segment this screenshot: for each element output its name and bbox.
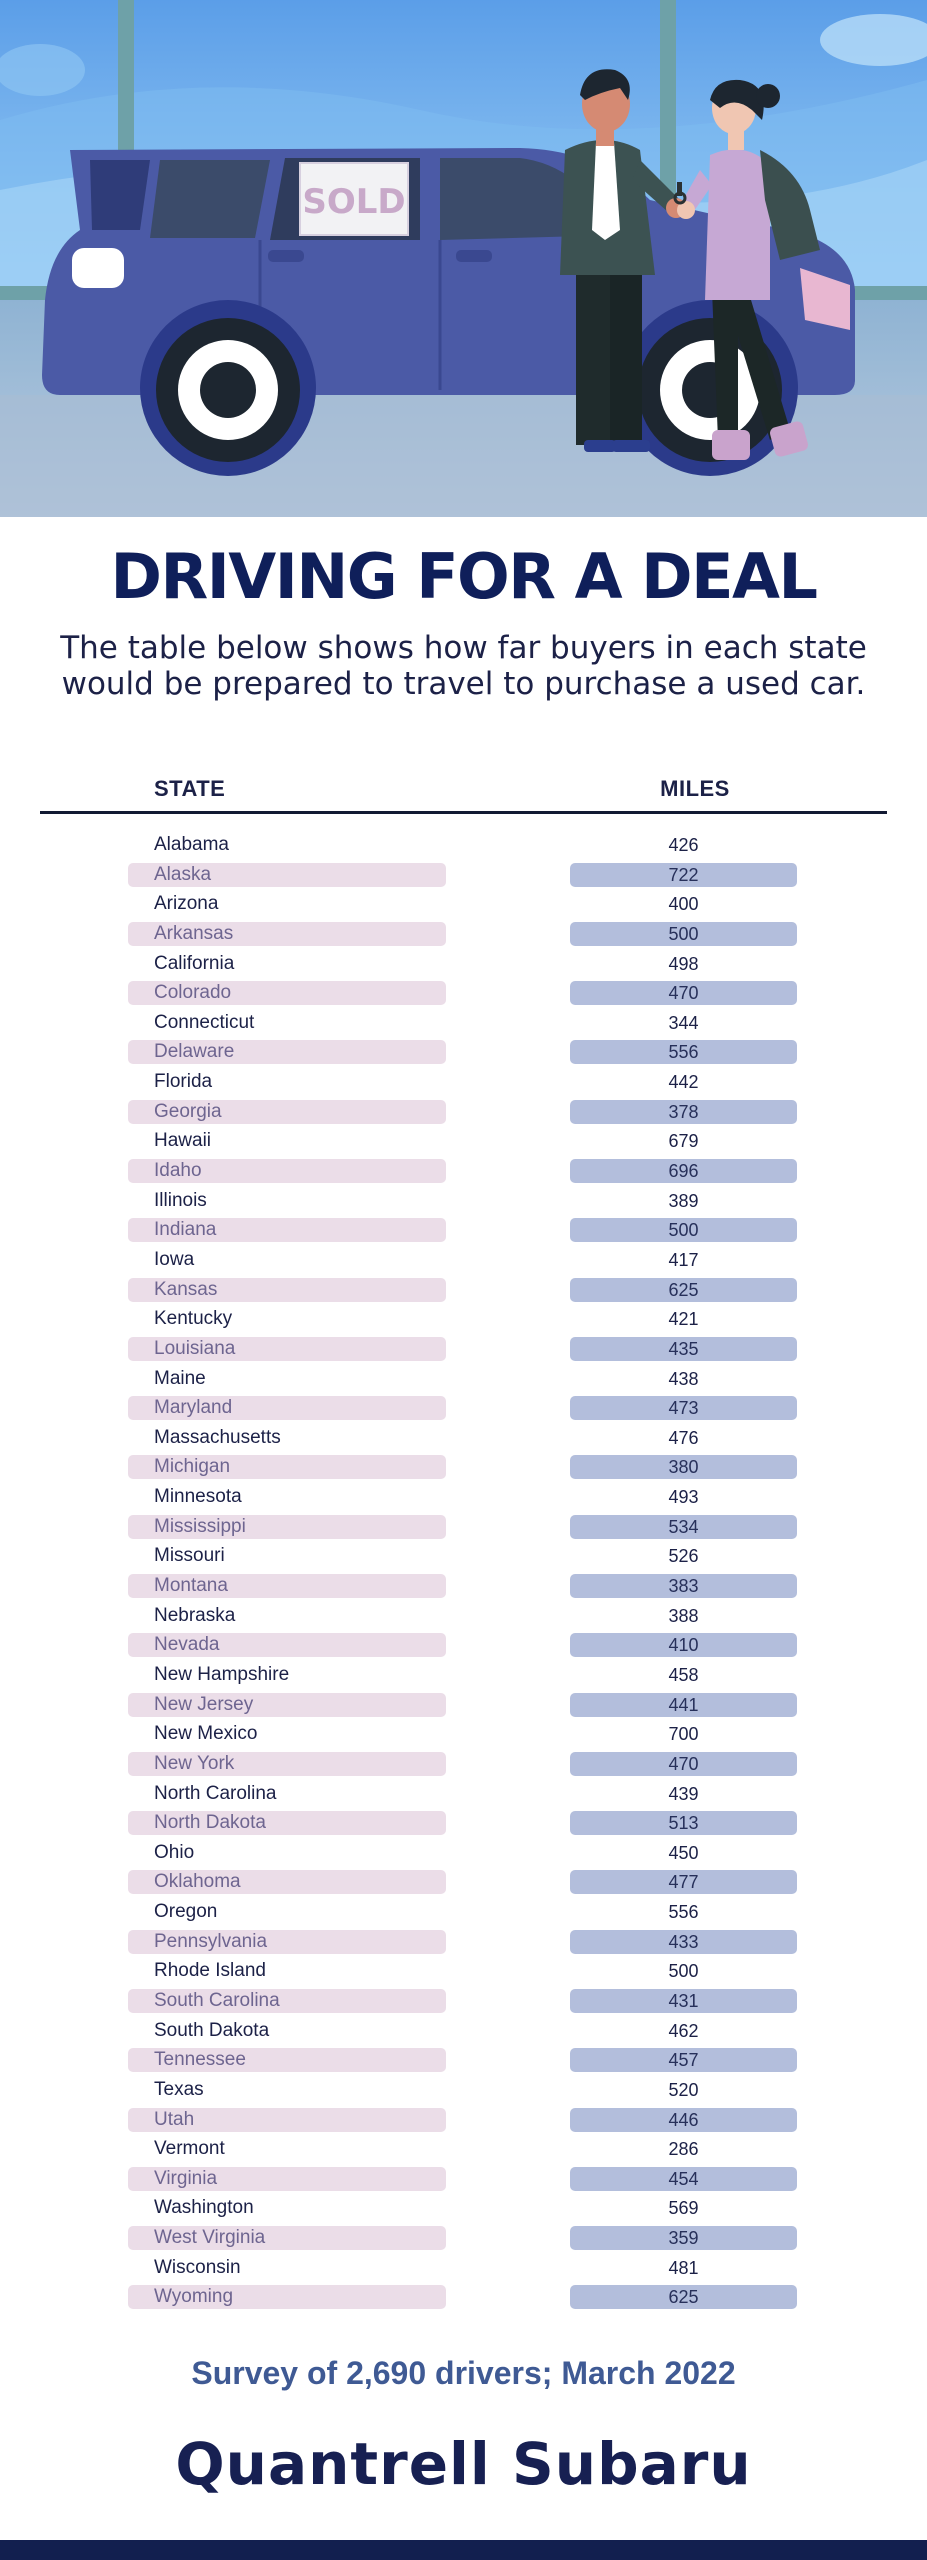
state-cell: Ohio	[154, 1841, 195, 1863]
brand-logo-text: Quantrell Subaru	[175, 2430, 752, 2498]
state-cell: Alaska	[128, 863, 446, 887]
state-cell: Arkansas	[128, 922, 446, 946]
wheel-icon	[156, 318, 300, 462]
miles-cell: 500	[570, 922, 797, 946]
miles-cell: 493	[668, 1487, 699, 1508]
state-cell: Montana	[128, 1574, 446, 1598]
state-cell: Rhode Island	[154, 1960, 266, 1982]
miles-cell: 526	[668, 1546, 699, 1567]
miles-cell: 481	[668, 2257, 699, 2278]
miles-cell: 438	[668, 1368, 699, 1389]
state-cell: New Mexico	[154, 1723, 258, 1745]
table-row	[0, 2106, 927, 2136]
column-header-state: STATE	[154, 776, 226, 801]
state-cell: Maryland	[128, 1396, 446, 1420]
sold-sign-text: SOLD	[302, 182, 406, 222]
state-cell: Washington	[154, 2197, 254, 2219]
state-cell: Utah	[128, 2108, 446, 2132]
miles-cell: 439	[668, 1783, 699, 1804]
miles-cell: 556	[668, 1902, 699, 1923]
state-cell: Oregon	[154, 1901, 218, 1923]
state-cell: South Carolina	[128, 1989, 446, 2013]
miles-cell: 431	[570, 1989, 797, 2013]
page-subtitle: The table below shows how far buyers in each state would be prepared to travel to purchase a used car.	[60, 630, 867, 702]
miles-cell: 344	[668, 1012, 699, 1033]
state-cell: Pennsylvania	[128, 1930, 446, 1954]
miles-cell: 286	[668, 2139, 699, 2160]
table-row	[0, 1098, 927, 1128]
miles-cell: 470	[570, 1752, 797, 1776]
table-row	[0, 1394, 927, 1424]
table-row	[0, 1780, 927, 1810]
table-row	[0, 1572, 927, 1602]
table-row	[0, 1602, 927, 1632]
table-row	[0, 2165, 927, 2195]
state-cell: Vermont	[154, 2138, 225, 2160]
column-header-miles: MILES	[660, 776, 730, 801]
state-cell: Tennessee	[128, 2048, 446, 2072]
table-row	[0, 1809, 927, 1839]
state-cell: Colorado	[128, 981, 446, 1005]
miles-cell: 498	[668, 953, 699, 974]
table-row	[0, 2283, 927, 2313]
state-cell: Wyoming	[128, 2285, 446, 2309]
table-row	[0, 1068, 927, 1098]
table-row	[0, 1009, 927, 1039]
table-row	[0, 979, 927, 1009]
door-handle-icon-rear	[456, 250, 492, 262]
door-handle-icon	[268, 250, 304, 262]
miles-cell: 470	[570, 981, 797, 1005]
miles-cell: 435	[570, 1337, 797, 1361]
miles-cell: 389	[668, 1190, 699, 1211]
table-row	[0, 1720, 927, 1750]
miles-cell: 442	[668, 1072, 699, 1093]
table-row	[0, 2194, 927, 2224]
state-cell: Hawaii	[154, 1130, 212, 1152]
table-row	[0, 1187, 927, 1217]
state-cell: Missouri	[154, 1545, 225, 1567]
state-miles-table	[0, 831, 927, 2313]
miles-cell: 441	[570, 1693, 797, 1717]
state-cell: Delaware	[128, 1040, 446, 1064]
state-cell: Maine	[154, 1367, 206, 1389]
table-row	[0, 1987, 927, 2017]
miles-cell: 400	[668, 894, 699, 915]
page-title: DRIVING FOR A DEAL	[110, 540, 817, 613]
table-row	[0, 1631, 927, 1661]
state-cell: Wisconsin	[154, 2256, 241, 2278]
table-row	[0, 1335, 927, 1365]
state-cell: New Jersey	[128, 1693, 446, 1717]
miles-cell: 454	[570, 2167, 797, 2191]
table-row	[0, 1157, 927, 1187]
footer-bar	[0, 2540, 927, 2560]
table-row	[0, 890, 927, 920]
table-row	[0, 1542, 927, 1572]
miles-cell: 383	[570, 1574, 797, 1598]
miles-cell: 534	[570, 1515, 797, 1539]
miles-cell: 458	[668, 1664, 699, 1685]
miles-cell: 421	[668, 1309, 699, 1330]
miles-cell: 378	[570, 1100, 797, 1124]
miles-cell: 625	[570, 2285, 797, 2309]
miles-cell: 520	[668, 2079, 699, 2100]
table-row	[0, 2135, 927, 2165]
table-row	[0, 2076, 927, 2106]
miles-cell: 569	[668, 2198, 699, 2219]
hero-illustration	[0, 0, 927, 517]
table-row	[0, 1127, 927, 1157]
miles-cell: 426	[668, 835, 699, 855]
table-row	[0, 950, 927, 980]
miles-cell: 417	[668, 1249, 699, 1270]
table-row	[0, 1898, 927, 1928]
table-row	[0, 1305, 927, 1335]
table-row	[0, 1216, 927, 1246]
miles-cell: 500	[668, 1961, 699, 1982]
state-cell: Texas	[154, 2078, 204, 2100]
survey-note: Survey of 2,690 drivers; March 2022	[191, 2355, 736, 2391]
table-row	[0, 2046, 927, 2076]
header-divider	[40, 811, 887, 814]
state-cell: North Carolina	[154, 1782, 277, 1804]
table-row	[0, 2224, 927, 2254]
miles-cell: 450	[668, 1842, 699, 1863]
state-cell: Iowa	[154, 1248, 195, 1270]
table-row	[0, 2017, 927, 2047]
miles-cell: 388	[668, 1605, 699, 1626]
table-row	[0, 1928, 927, 1958]
miles-cell: 679	[668, 1131, 699, 1152]
miles-cell: 462	[668, 2020, 699, 2041]
state-cell: Minnesota	[154, 1486, 242, 1508]
table-row	[0, 1750, 927, 1780]
state-cell: Kansas	[128, 1278, 446, 1302]
state-cell: Mississippi	[128, 1515, 446, 1539]
table-row	[0, 1691, 927, 1721]
state-cell: Nevada	[128, 1633, 446, 1657]
state-cell: Louisiana	[128, 1337, 446, 1361]
table-row	[0, 1513, 927, 1543]
table-row	[0, 920, 927, 950]
state-cell: Illinois	[154, 1189, 207, 1211]
table-row	[0, 1453, 927, 1483]
state-cell: Connecticut	[154, 1011, 255, 1033]
state-cell: West Virginia	[128, 2226, 446, 2250]
miles-cell: 473	[570, 1396, 797, 1420]
state-cell: Alabama	[154, 834, 229, 855]
miles-cell: 696	[570, 1159, 797, 1183]
miles-cell: 446	[570, 2108, 797, 2132]
miles-cell: 410	[570, 1633, 797, 1657]
table-row	[0, 1276, 927, 1306]
miles-cell: 380	[570, 1455, 797, 1479]
state-cell: Florida	[154, 1071, 213, 1093]
sold-sign	[300, 163, 408, 235]
car-sale-illustration	[0, 0, 927, 517]
state-cell: Nebraska	[154, 1604, 236, 1626]
table-row	[0, 1661, 927, 1691]
table-row	[0, 1038, 927, 1068]
state-cell: Massachusetts	[154, 1426, 281, 1448]
miles-cell: 477	[570, 1870, 797, 1894]
miles-cell: 457	[570, 2048, 797, 2072]
state-cell: Kentucky	[154, 1308, 233, 1330]
miles-cell: 513	[570, 1811, 797, 1835]
table-row	[0, 1365, 927, 1395]
miles-cell: 625	[570, 1278, 797, 1302]
table-header	[0, 772, 927, 816]
state-cell: Arizona	[154, 893, 219, 915]
headlight-icon	[72, 248, 124, 288]
miles-cell: 556	[570, 1040, 797, 1064]
state-cell: Idaho	[128, 1159, 446, 1183]
miles-cell: 500	[570, 1218, 797, 1242]
table-row	[0, 861, 927, 891]
state-cell: New York	[128, 1752, 446, 1776]
state-cell: Michigan	[128, 1455, 446, 1479]
state-cell: California	[154, 952, 235, 974]
table-row	[0, 1424, 927, 1454]
miles-cell: 722	[570, 863, 797, 887]
table-row	[0, 1839, 927, 1869]
shoe-icon	[712, 430, 750, 460]
table-row	[0, 831, 927, 861]
state-cell: Indiana	[128, 1218, 446, 1242]
state-cell: Oklahoma	[128, 1870, 446, 1894]
miles-cell: 359	[570, 2226, 797, 2250]
state-cell: South Dakota	[154, 2019, 270, 2041]
miles-cell: 700	[668, 1724, 699, 1745]
table-row	[0, 1483, 927, 1513]
table-row	[0, 2254, 927, 2284]
miles-cell: 476	[668, 1427, 699, 1448]
state-cell: Georgia	[128, 1100, 446, 1124]
table-row	[0, 1868, 927, 1898]
table-row	[0, 1957, 927, 1987]
table-row	[0, 1246, 927, 1276]
state-cell: New Hampshire	[154, 1663, 290, 1685]
state-cell: Virginia	[128, 2167, 446, 2191]
miles-cell: 433	[570, 1930, 797, 1954]
state-cell: North Dakota	[128, 1811, 446, 1835]
